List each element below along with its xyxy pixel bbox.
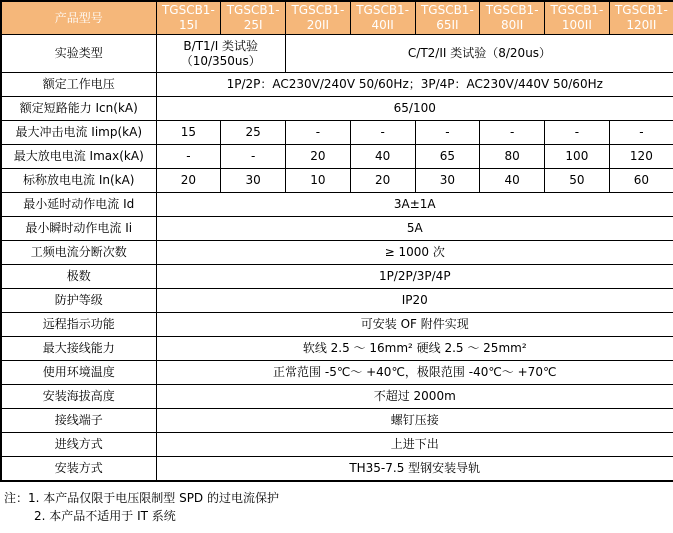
spec-label-cell: 标称放电电流 In(kA) (1, 169, 156, 193)
spec-label-cell: 进线方式 (1, 433, 156, 457)
model-header-cell: TGSCB1-100II (545, 1, 610, 35)
spec-row-ip-rating (1, 289, 673, 313)
header-row (1, 1, 673, 35)
spec-value-cell: 100 (545, 145, 610, 169)
footnote-2: 2. 本产品不适用于 IT 系统 (34, 509, 176, 524)
spec-value-cell: 20 (350, 169, 415, 193)
spec-row-imax (1, 145, 673, 169)
spec-row-test-type (1, 35, 673, 73)
spec-value-cell: 120 (609, 145, 673, 169)
spec-label-cell: 防护等级 (1, 289, 156, 313)
spec-label-cell: 额定工作电压 (1, 73, 156, 97)
spec-row-icn (1, 97, 673, 121)
spec-value-cell: 20 (156, 169, 221, 193)
footnotes (4, 489, 673, 526)
spec-value-cell: 80 (480, 145, 545, 169)
spec-label-cell: 工频电流分断次数 (1, 241, 156, 265)
spec-label-cell: 远程指示功能 (1, 313, 156, 337)
model-header-cell: TGSCB1-80II (480, 1, 545, 35)
spec-label-cell: 最大接线能力 (1, 337, 156, 361)
spec-value-cell: - (480, 121, 545, 145)
spec-value-cell: 正常范围 -5℃～ +40℃，极限范围 -40℃～ +70℃ (156, 361, 673, 385)
model-header-cell: TGSCB1-40II (350, 1, 415, 35)
model-header-cell: TGSCB1-120II (609, 1, 673, 35)
spec-value-cell: 30 (415, 169, 480, 193)
spec-label-cell: 最小瞬时动作电流 Ii (1, 217, 156, 241)
spec-value-cell: 50 (545, 169, 610, 193)
spec-value-cell: 65/100 (156, 97, 673, 121)
spec-value-cell: 30 (221, 169, 286, 193)
spec-value-cell: B/T1/I 类试验（10/350us） (156, 35, 286, 73)
spec-row-poles (1, 265, 673, 289)
spec-row-terminal (1, 409, 673, 433)
spec-label-cell: 最小延时动作电流 Id (1, 193, 156, 217)
spec-label-cell: 安装方式 (1, 457, 156, 481)
spec-value-cell: 20 (286, 145, 351, 169)
spec-value-cell: 软线 2.5 ～ 16mm² 硬线 2.5 ～ 25mm² (156, 337, 673, 361)
spec-value-cell: 3A±1A (156, 193, 673, 217)
spec-value-cell: 25 (221, 121, 286, 145)
spec-value-cell: - (609, 121, 673, 145)
spec-label-cell: 最大冲击电流 Iimp(kA) (1, 121, 156, 145)
spec-label-cell: 最大放电电流 Imax(kA) (1, 145, 156, 169)
spec-label-cell: 极数 (1, 265, 156, 289)
model-header-cell: TGSCB1-65II (415, 1, 480, 35)
spec-row-in (1, 169, 673, 193)
spec-value-cell: ≥ 1000 次 (156, 241, 673, 265)
spec-value-cell: 可安装 OF 附件实现 (156, 313, 673, 337)
spec-value-cell: 10 (286, 169, 351, 193)
model-header-cell: TGSCB1-25I (221, 1, 286, 35)
spec-row-ambient-temperature (1, 361, 673, 385)
spec-row-wire-entry (1, 433, 673, 457)
spec-value-cell: 40 (480, 169, 545, 193)
spec-label-cell: 额定短路能力 Icn(kA) (1, 97, 156, 121)
spec-value-cell: - (350, 121, 415, 145)
spec-value-cell: 65 (415, 145, 480, 169)
spec-row-altitude (1, 385, 673, 409)
spec-row-id (1, 193, 673, 217)
spec-row-ii (1, 217, 673, 241)
spec-row-breaking-times (1, 241, 673, 265)
header-label-cell: 产品型号 (1, 1, 156, 35)
spec-value-cell: 40 (350, 145, 415, 169)
spec-label-cell: 接线端子 (1, 409, 156, 433)
spec-value-cell: IP20 (156, 289, 673, 313)
spec-row-remote-indication (1, 313, 673, 337)
spec-value-cell: - (156, 145, 221, 169)
model-header-cell: TGSCB1-15I (156, 1, 221, 35)
spec-label-cell: 使用环境温度 (1, 361, 156, 385)
spec-value-cell: 不超过 2000m (156, 385, 673, 409)
spec-value-cell: - (286, 121, 351, 145)
spec-row-wiring-capacity (1, 337, 673, 361)
spec-value-cell: TH35-7.5 型钢安装导轨 (156, 457, 673, 481)
spec-value-cell: 5A (156, 217, 673, 241)
spec-value-cell: C/T2/II 类试验（8/20us） (286, 35, 673, 73)
model-header-cell: TGSCB1-20II (286, 1, 351, 35)
spec-value-cell: 60 (609, 169, 673, 193)
spec-value-cell: - (545, 121, 610, 145)
spec-row-mounting (1, 457, 673, 481)
spec-value-cell: - (415, 121, 480, 145)
spec-value-cell: 15 (156, 121, 221, 145)
spec-row-iimp (1, 121, 673, 145)
spec-value-cell: 上进下出 (156, 433, 673, 457)
spec-value-cell: 1P/2P：AC230V/240V 50/60Hz；3P/4P：AC230V/440V 50/60Hz (156, 73, 673, 97)
spec-value-cell: - (221, 145, 286, 169)
spec-value-cell: 螺钉压接 (156, 409, 673, 433)
footnote-1: 注：1. 本产品仅限于电压限制型 SPD 的过电流保护 (4, 490, 279, 505)
spec-row-rated-voltage (1, 73, 673, 97)
spec-value-cell: 1P/2P/3P/4P (156, 265, 673, 289)
spec-label-cell: 实验类型 (1, 35, 156, 73)
spec-label-cell: 安装海拔高度 (1, 385, 156, 409)
